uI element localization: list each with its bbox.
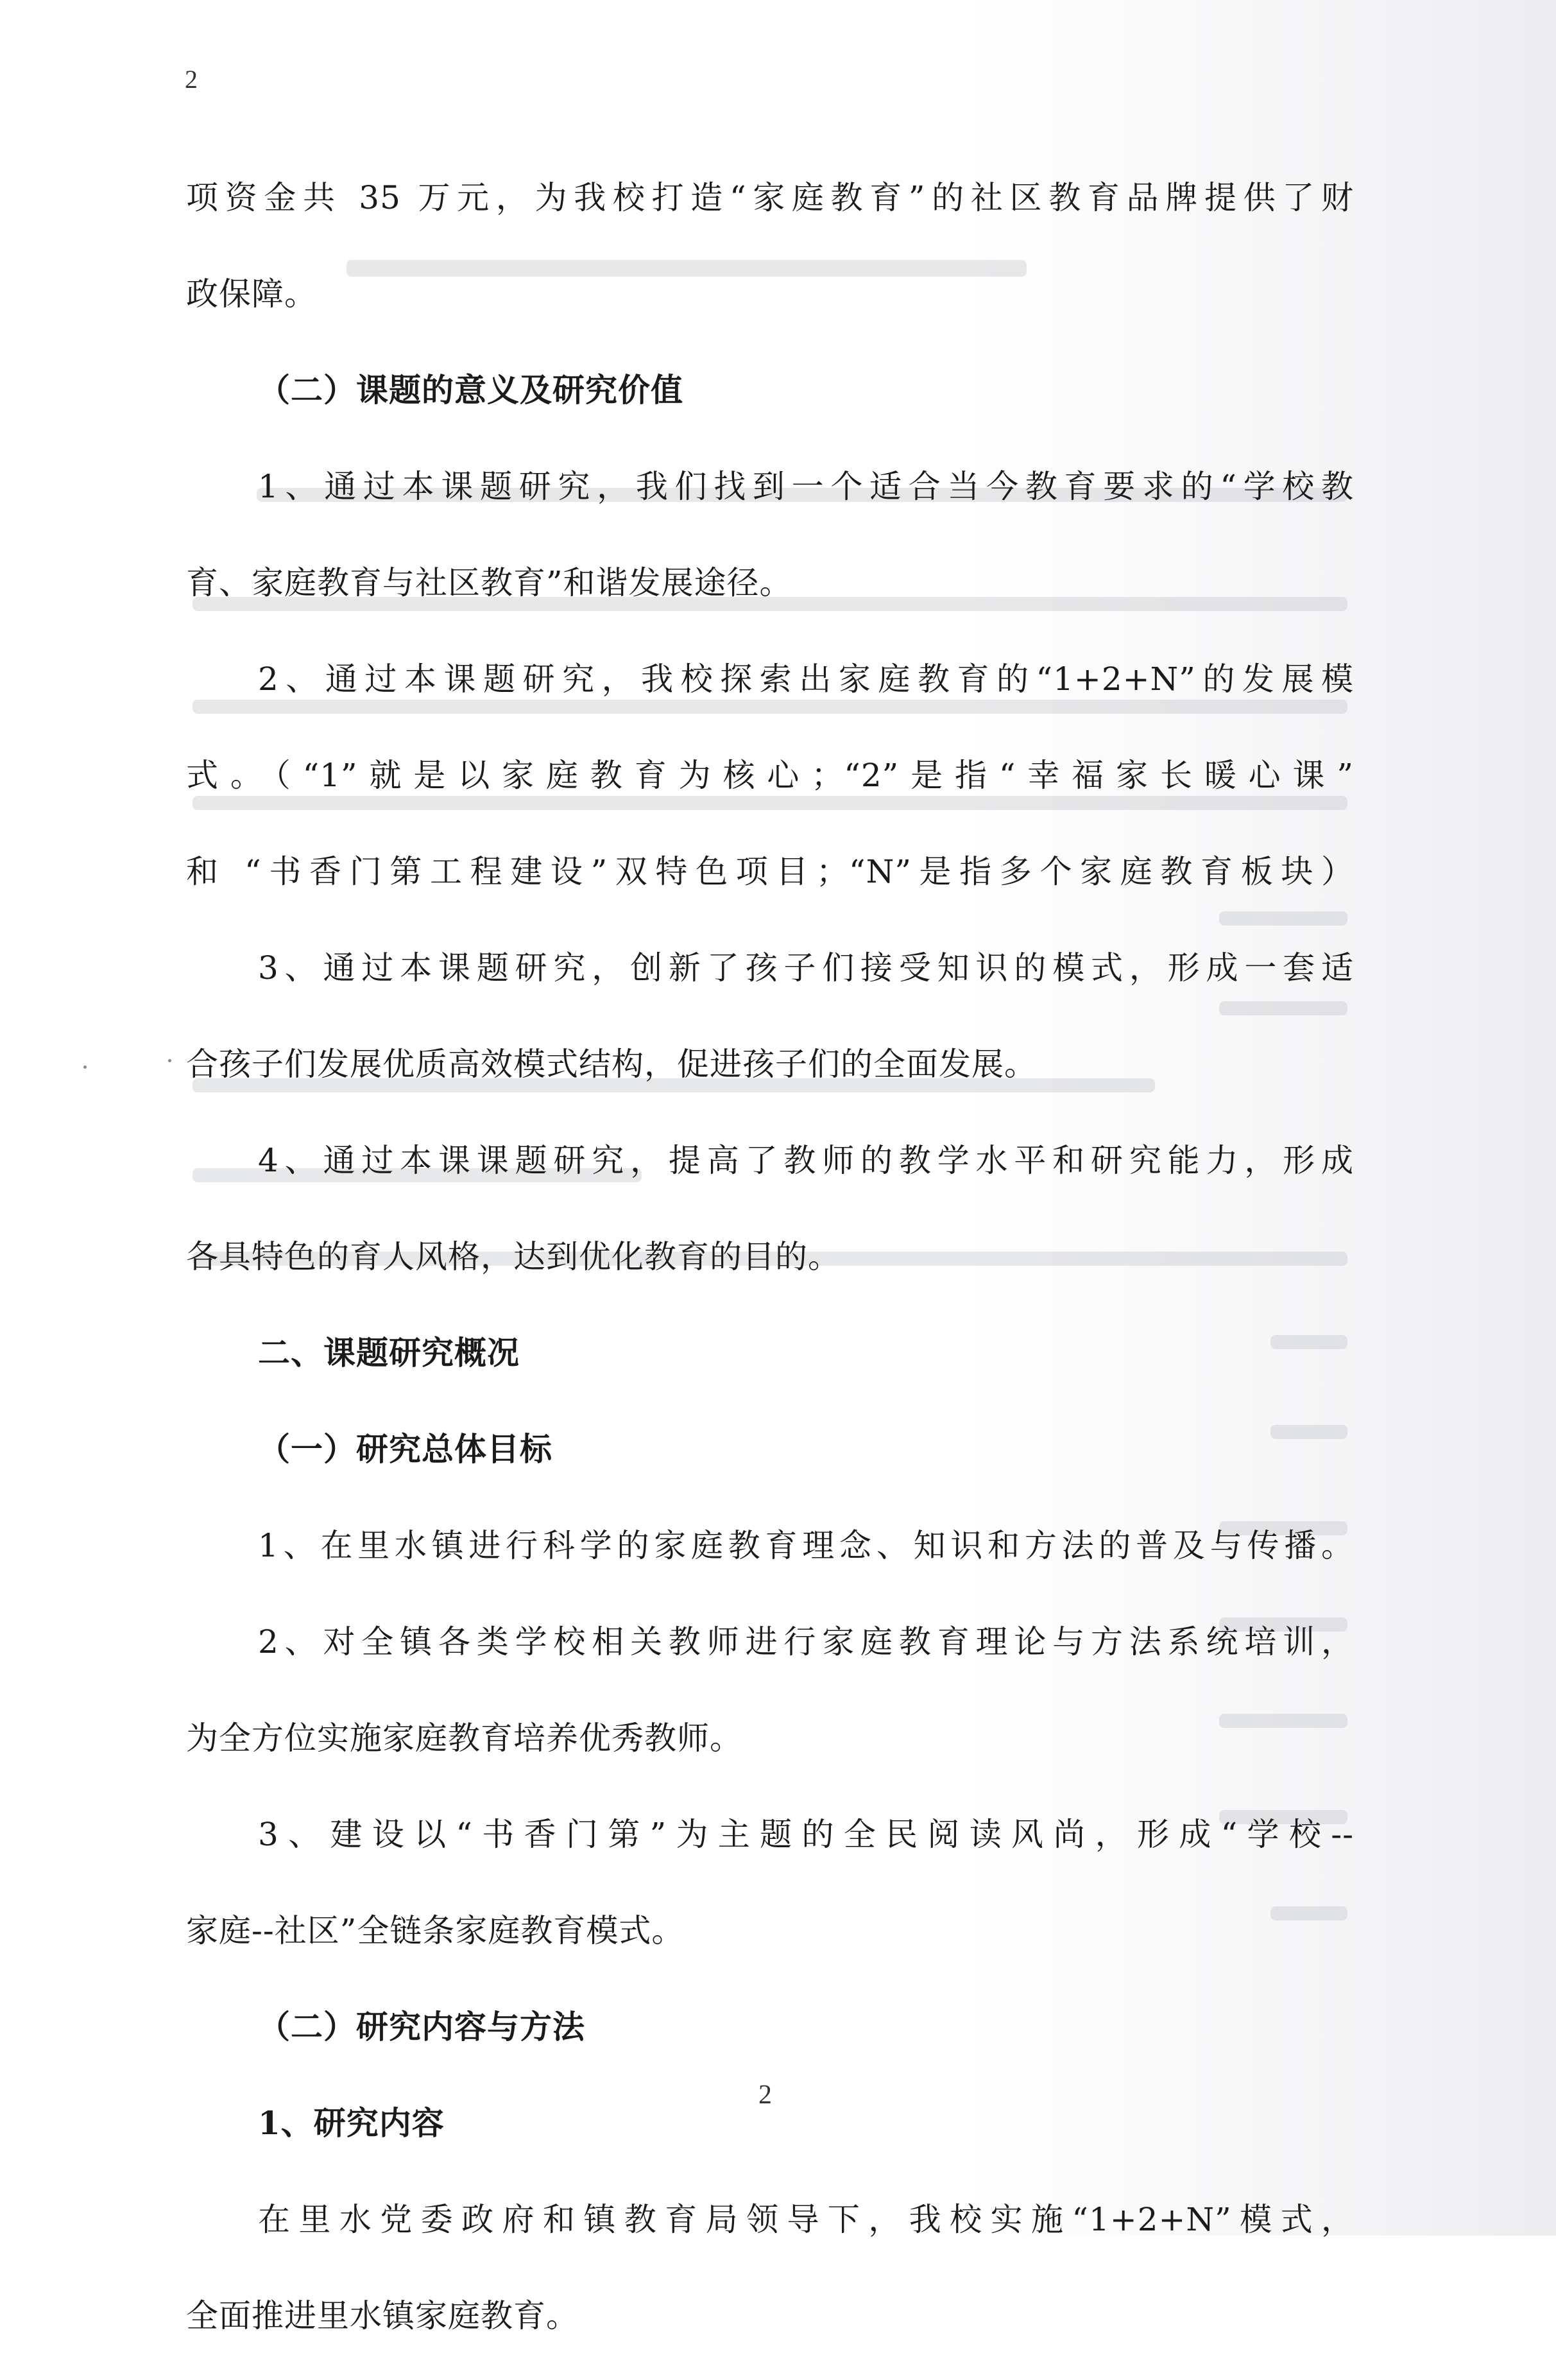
corner-page-number: 2 bbox=[185, 65, 198, 94]
section-heading: （一）研究总体目标 bbox=[258, 1430, 552, 1468]
body-text-line: 2、对全镇各类学校相关教师进行家庭教育理论与方法系统培训， bbox=[258, 1623, 1354, 1660]
body-text-line: 项资金共 35 万元，为我校打造“家庭教育”的社区教育品牌提供了财 bbox=[186, 179, 1354, 216]
footer-page-number: 2 bbox=[758, 2080, 772, 2110]
body-text-line: 1、在里水镇进行科学的家庭教育理念、知识和方法的普及与传播。 bbox=[258, 1527, 1354, 1564]
body-text-line: 式。（“1”就是以家庭教育为核心；“2”是指“幸福家长暖心课” bbox=[186, 757, 1354, 794]
section-heading: 二、课题研究概况 bbox=[258, 1334, 520, 1372]
section-heading: 1、研究内容 bbox=[258, 2104, 445, 2142]
document-body bbox=[186, 166, 1354, 2380]
body-text-line: 全面推进里水镇家庭教育。 bbox=[186, 2297, 579, 2334]
body-text-line: 和 “书香门第工程建设”双特色项目；“N”是指多个家庭教育板块） bbox=[186, 853, 1354, 890]
body-text-line: 2、通过本课题研究，我校探索出家庭教育的“1+2+N”的发展模 bbox=[258, 660, 1354, 698]
section-heading: （二）课题的意义及研究价值 bbox=[258, 371, 683, 409]
speck bbox=[168, 1059, 171, 1062]
body-text-line: 4、通过本课课题研究，提高了教师的教学水平和研究能力，形成 bbox=[258, 1142, 1354, 1179]
body-text-line: 各具特色的育人风格，达到优化教育的目的。 bbox=[186, 1238, 841, 1275]
body-text-line: 1、通过本课题研究，我们找到一个适合当今教育要求的“学校教 bbox=[258, 468, 1354, 505]
body-text-line: 家庭--社区”全链条家庭教育模式。 bbox=[186, 1912, 685, 1949]
speck bbox=[83, 1065, 87, 1069]
body-text-line: 在里水党委政府和镇教育局领导下，我校实施“1+2+N”模式， bbox=[258, 2201, 1354, 2238]
body-text-line: 政保障。 bbox=[186, 275, 317, 313]
body-text-line: 3、建设以“书香门第”为主题的全民阅读风尚，形成“学校-- bbox=[258, 1816, 1354, 1853]
body-text-line: 3、通过本课题研究，创新了孩子们接受知识的模式，形成一套适 bbox=[258, 949, 1354, 987]
body-text-line: 为全方位实施家庭教育培养优秀教师。 bbox=[186, 1720, 742, 1757]
body-text-line: 育、家庭教育与社区教育”和谐发展途径。 bbox=[186, 564, 792, 601]
body-text-line: 合孩子们发展优质高效模式结构，促进孩子们的全面发展。 bbox=[186, 1046, 1037, 1083]
section-heading: （二）研究内容与方法 bbox=[258, 2008, 585, 2046]
